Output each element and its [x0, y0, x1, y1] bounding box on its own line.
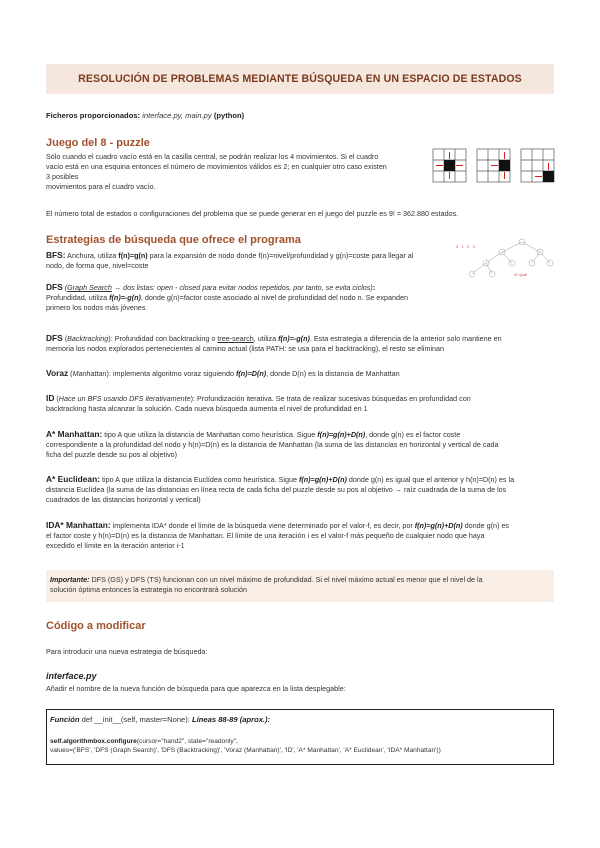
dfs-desc: → dos listas: open - closed para evitar nodos repetidos, por tanto, se evita ciclos): [111, 283, 373, 292]
id-text-2: backtracking hasta alcanzar la solución. Cada nueva búsqueda aumenta el nivel de profundidad en 1: [46, 404, 368, 413]
voraz-manhattan: Manhattan: [72, 369, 107, 378]
am-text-3: ficha del puzzle desde su pos al objetivo): [46, 450, 178, 459]
code-line-1b: (cursor="hand2", state="readonly",: [136, 738, 238, 745]
voraz-text-1a: : implementa algoritmo voraz siguiendo: [108, 369, 236, 378]
ae-text-1a: tipo A que utiliza la distancia Euclídea como heurística. Sigue: [99, 475, 299, 484]
dfsb-label: DFS: [46, 333, 63, 343]
bfs-text-2: nodo, de forma que, nivel=coste: [46, 261, 149, 270]
am-label: A* Manhattan:: [46, 429, 103, 439]
title-bar: [46, 64, 554, 94]
code-line-2: values=('BFS', 'DFS (Graph Search)', 'DFS (Backtracking)', 'Voraz (Manhattan)', 'ID', 'A* Manhattan', 'A* Euclidean', 'IDA* Manhattan')): [50, 747, 441, 754]
bfs-block: [46, 250, 446, 271]
id-sub: Hace un BFS usando DFS iterativamente: [58, 394, 191, 403]
dfs-formula: f(n)=-g(n): [109, 293, 141, 302]
bfs-formula: f(n)=g(n): [118, 251, 148, 260]
dfsb-tree-search: tree-search: [217, 334, 254, 343]
note-text-2: solución óptima entonces la estrategia no encontrará solución: [50, 585, 247, 594]
ida-text-3: excedido el límite en la iteración anterior i-1: [46, 541, 185, 550]
dfs-text-2a: Profundidad, utiliza: [46, 293, 110, 302]
func-lines: Líneas 88-89 (aprox.):: [192, 715, 271, 724]
dfsb-backtracking: Backtracking: [67, 334, 109, 343]
dfs-bt-block: DFS (Backtracking): Profundidad con backtracking o tree-search, utiliza f(n)=-g(n). Esta estrategia a diferencia de la anterior solo mantiene en memoria los nodos explorados pertenecientes al camino actual (lista PATH: se usa para el backtracking), el resto se eliminan: [46, 333, 556, 354]
voraz-label: Voraz: [46, 368, 69, 378]
dfsb-formula: f(n)=-g(n): [278, 334, 310, 343]
note-label: Importante:: [50, 575, 90, 584]
ida-block: [46, 520, 556, 551]
voraz-formula: f(n)=D(n): [236, 369, 267, 378]
ida-formula: f(n)=g(n)+D(n): [414, 521, 463, 530]
dfs-text-3: primero los nodos más jóvenes: [46, 303, 146, 312]
puzzle-line-1: Sólo cuando el cuadro vacío está en la casilla central, se podrán realizar los 4 movimientos. Si el cuadro: [46, 152, 379, 161]
ae-formula: f(n)=g(n)+D(n): [298, 475, 347, 484]
code-intro: Para introducir una nueva estrategia de búsqueda:: [46, 647, 208, 656]
dfsb-text-1a: : Profundidad con backtracking o: [110, 334, 218, 343]
bfs-text-1b: para la expansión de nodo donde f(n)=nivel/profundidad y g(n)=coste para llegar al: [147, 251, 414, 260]
dfs-graph-search: Graph Search: [67, 283, 112, 292]
astar-euclidean-block: [46, 474, 556, 505]
puzzle-heading: Juego del 8 - puzzle: [46, 137, 150, 149]
dfs-gs-block: DFS (Graph Search → dos listas: open - closed para evitar nodos repetidos, por tanto, se evita ciclos): Profundidad, utiliza f(n)=-g(n), donde g(n)=factor coste asociado al nivel de profundidad del nodo n. Se expanden primero los nodos más jóvenes: [46, 282, 446, 313]
empty-tile-edge: [499, 160, 510, 171]
important-note: [46, 570, 554, 602]
states-line: El número total de estados o configuraciones del problema que se puede generar en el juego del puzzle es 9! = 362.880 estados.: [46, 209, 459, 218]
dfsb-text-2: memoria los nodos explorados pertenecientes al camino actual (lista PATH: se usa para el backtracking), el resto se eliminan: [46, 344, 445, 353]
note-text-1: DFS (GS) y DFS (TS) funcionan con un nivel máximo de profundidad. Si el nivel máximo actual es menor que el nivel de la: [89, 575, 483, 584]
tree-node-labels: 0 1 2 3: [456, 244, 475, 249]
puzzle-moves-figure: [432, 148, 556, 184]
tree-caption: A* goal: [514, 272, 527, 277]
am-text-1a: tipo A que utiliza la distancia de Manhattan como heurística. Sigue: [102, 430, 318, 439]
ida-text-1b: donde g(n) es: [462, 521, 509, 530]
func-label: Función: [50, 715, 80, 724]
voraz-text-1b: , donde D(n) es la distancia de Manhattan: [266, 369, 400, 378]
code-heading: Código a modificar: [46, 620, 146, 632]
empty-tile-center: [444, 160, 455, 171]
code-line-1a: self.algorithmbox.configure: [50, 738, 137, 745]
astar-manhattan-block: [46, 429, 556, 460]
am-text-1b: , donde g(n) es el factor coste: [365, 430, 461, 439]
files-lang: (python): [211, 111, 245, 120]
id-label: ID: [46, 393, 55, 403]
am-text-2: correspondiente a la profundidad del nodo y h(n)=D(n) es la distancia de Manhattan (la suma de las distancias en horizontal y vertical de cada: [46, 440, 499, 449]
files-line: [46, 111, 244, 121]
ida-label: IDA* Manhattan:: [46, 520, 111, 530]
puzzle-line-4: movimientos para el cuadro vacío.: [46, 182, 156, 191]
ida-text-2: el factor coste y h(n)=D(n) es la distancia de Manhattan. El límite de una iteración i es el valor-f más pequeño de cualquier nodo que haya: [46, 531, 485, 540]
ae-text-2: distancia Euclídea (la suma de las distancias en línea recta de cada ficha del puzzle desde su pos al objetivo → raíz cuadrada de la suma de los: [46, 485, 507, 494]
files-label: Ficheros proporcionados:: [46, 111, 141, 120]
id-block: ID (Hace un BFS usando DFS iterativamente): Profundización iterativa. Se trata de realizar sucesivas búsquedas en profundidad con backtracking hasta alcanzar la solución. Cada nueva búsqueda aumenta el nivel de profundidad en 1: [46, 393, 556, 414]
interface-file-heading: interface.py: [46, 671, 97, 681]
id-text-1: : Profundización iterativa. Se trata de realizar sucesivas búsquedas en profundidad con: [193, 394, 471, 403]
page-title: RESOLUCIÓN DE PROBLEMAS MEDIANTE BÚSQUEDA EN UN ESPACIO DE ESTADOS: [78, 73, 522, 85]
interface-file-desc: Añadir el nombre de la nueva función de búsqueda para que aparezca en la lista desplegable:: [46, 684, 346, 693]
strategies-heading: Estrategias de búsqueda que ofrece el programa: [46, 234, 301, 246]
files-names: interface.py, main.py: [140, 111, 212, 120]
ae-text-1b: donde g(n) es igual que el anterior y h(n)=D(n) es la: [346, 475, 515, 484]
dfsb-text-1c: . Esta estrategia a diferencia de la anterior solo mantiene en: [309, 334, 502, 343]
puzzle-line-3: 3 posibles: [46, 172, 79, 181]
dfs-text-2b: , donde g(n)=factor coste asociado al nivel de profundidad del nodo n. Se expanden: [140, 293, 409, 302]
ida-text-1a: implementa IDA* donde el límite de la búsqueda viene determinado por el valor-f, es decir, por: [110, 521, 415, 530]
voraz-block: Voraz (Manhattan): implementa algoritmo voraz siguiendo f(n)=D(n), donde D(n) es la distancia de Manhattan: [46, 368, 400, 378]
search-tree-figure: [452, 236, 556, 286]
puzzle-paragraph: [46, 152, 431, 192]
ae-text-3: cuadrados de las distancias horizontal y vertical): [46, 495, 201, 504]
ae-label: A* Euclidean:: [46, 474, 100, 484]
bfs-label: BFS:: [46, 250, 66, 260]
code-box: [46, 709, 554, 765]
puzzle-line-2: vacío está en una esquina entonces el número de movimientos válidos es 2; en cualquier otro caso existen: [46, 162, 387, 171]
empty-tile-corner: [543, 171, 554, 182]
bfs-text-1: Anchura, utiliza: [65, 251, 119, 260]
dfsb-text-1b: , utiliza: [253, 334, 279, 343]
func-signature: def __init__(self, master=None):: [79, 715, 193, 724]
dfs-label: DFS: [46, 282, 63, 292]
am-formula: f(n)=g(n)+D(n): [317, 430, 366, 439]
